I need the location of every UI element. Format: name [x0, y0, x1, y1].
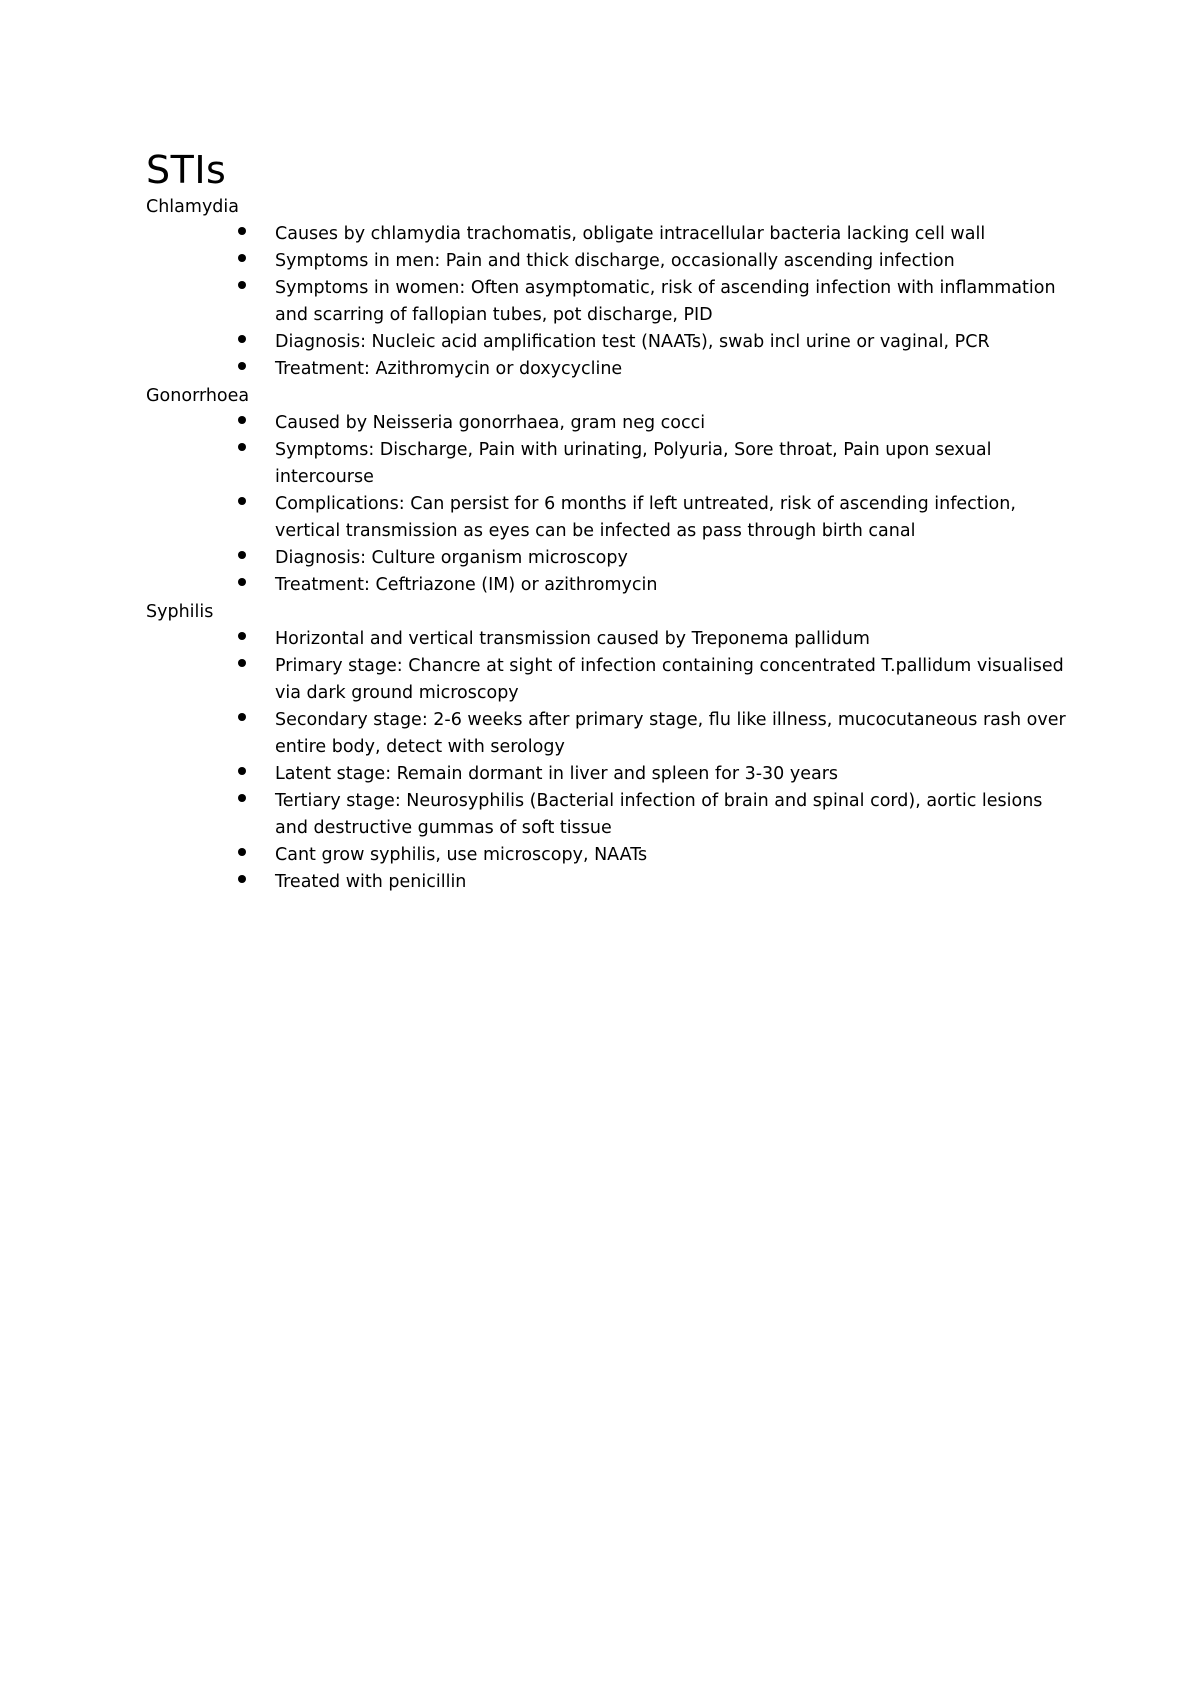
list-item — [275, 356, 1076, 383]
bullet-icon — [238, 281, 246, 289]
section-heading: Chlamydia — [146, 197, 239, 217]
bullet-icon — [238, 875, 246, 883]
list-item — [275, 707, 1076, 761]
list-item — [275, 842, 1076, 869]
list-item-text: Secondary stage: 2-6 weeks after primary stage, flu like illness, mucocutaneous rash over entire body, detect with serology — [275, 710, 1066, 757]
list-item-text: Cant grow syphilis, use microscopy, NAATs — [275, 845, 648, 865]
list-item-text: Complications: Can persist for 6 months if left untreated, risk of ascending infection, vertical transmission as eyes can be infected as pass through birth canal — [275, 494, 1016, 541]
bullet-icon — [238, 254, 246, 262]
list-item-text: Tertiary stage: Neurosyphilis (Bacterial infection of brain and spinal cord), aortic lesions and destructive gummas of soft tissue — [275, 791, 1043, 838]
bullet-icon — [238, 416, 246, 424]
list-item-text: Primary stage: Chancre at sight of infection containing concentrated T.pallidum visualised via dark ground microscopy — [275, 656, 1064, 703]
list-item — [275, 545, 1076, 572]
list-item — [275, 626, 1076, 653]
list-item — [275, 275, 1076, 329]
section-syphilis — [146, 599, 1076, 896]
bullet-icon — [238, 659, 246, 667]
list-item — [275, 869, 1076, 896]
bullet-icon — [238, 578, 246, 586]
list-item — [275, 653, 1076, 707]
list-item-text: Horizontal and vertical transmission caused by Treponema pallidum — [275, 629, 870, 649]
bullet-icon — [238, 848, 246, 856]
list-item-text: Treatment: Ceftriazone (IM) or azithromycin — [275, 575, 658, 595]
bullet-icon — [238, 335, 246, 343]
bullet-list — [146, 221, 1076, 383]
section-heading: Gonorrhoea — [146, 386, 250, 406]
list-item-text: Diagnosis: Nucleic acid amplification test (NAATs), swab incl urine or vaginal, PCR — [275, 332, 990, 352]
section-chlamydia — [146, 194, 1076, 383]
list-item — [275, 329, 1076, 356]
document-content — [146, 146, 1076, 896]
document-title: STIs — [146, 148, 227, 192]
bullet-icon — [238, 632, 246, 640]
bullet-icon — [238, 227, 246, 235]
list-item-text: Caused by Neisseria gonorrhaea, gram neg cocci — [275, 413, 706, 433]
list-item-text: Treatment: Azithromycin or doxycycline — [275, 359, 623, 379]
list-item-text: Symptoms in women: Often asymptomatic, risk of ascending infection with inflammation and scarring of fallopian tubes, pot discharge, PID — [275, 278, 1056, 325]
list-item — [275, 248, 1076, 275]
bullet-icon — [238, 362, 246, 370]
bullet-icon — [238, 713, 246, 721]
list-item-text: Latent stage: Remain dormant in liver and spleen for 3-30 years — [275, 764, 839, 784]
bullet-icon — [238, 497, 246, 505]
list-item — [275, 437, 1076, 491]
list-item — [275, 788, 1076, 842]
list-item — [275, 572, 1076, 599]
bullet-list — [146, 626, 1076, 896]
list-item-text: Symptoms: Discharge, Pain with urinating, Polyuria, Sore throat, Pain upon sexual intercourse — [275, 440, 992, 487]
bullet-list — [146, 410, 1076, 599]
list-item — [275, 491, 1076, 545]
list-item — [275, 221, 1076, 248]
list-item-text: Causes by chlamydia trachomatis, obligate intracellular bacteria lacking cell wall — [275, 224, 986, 244]
bullet-icon — [238, 794, 246, 802]
list-item-text: Symptoms in men: Pain and thick discharge, occasionally ascending infection — [275, 251, 955, 271]
bullet-icon — [238, 767, 246, 775]
list-item — [275, 410, 1076, 437]
bullet-icon — [238, 443, 246, 451]
section-gonorrhoea — [146, 383, 1076, 599]
list-item — [275, 761, 1076, 788]
section-heading: Syphilis — [146, 602, 214, 622]
bullet-icon — [238, 551, 246, 559]
list-item-text: Treated with penicillin — [275, 872, 467, 892]
list-item-text: Diagnosis: Culture organism microscopy — [275, 548, 628, 568]
